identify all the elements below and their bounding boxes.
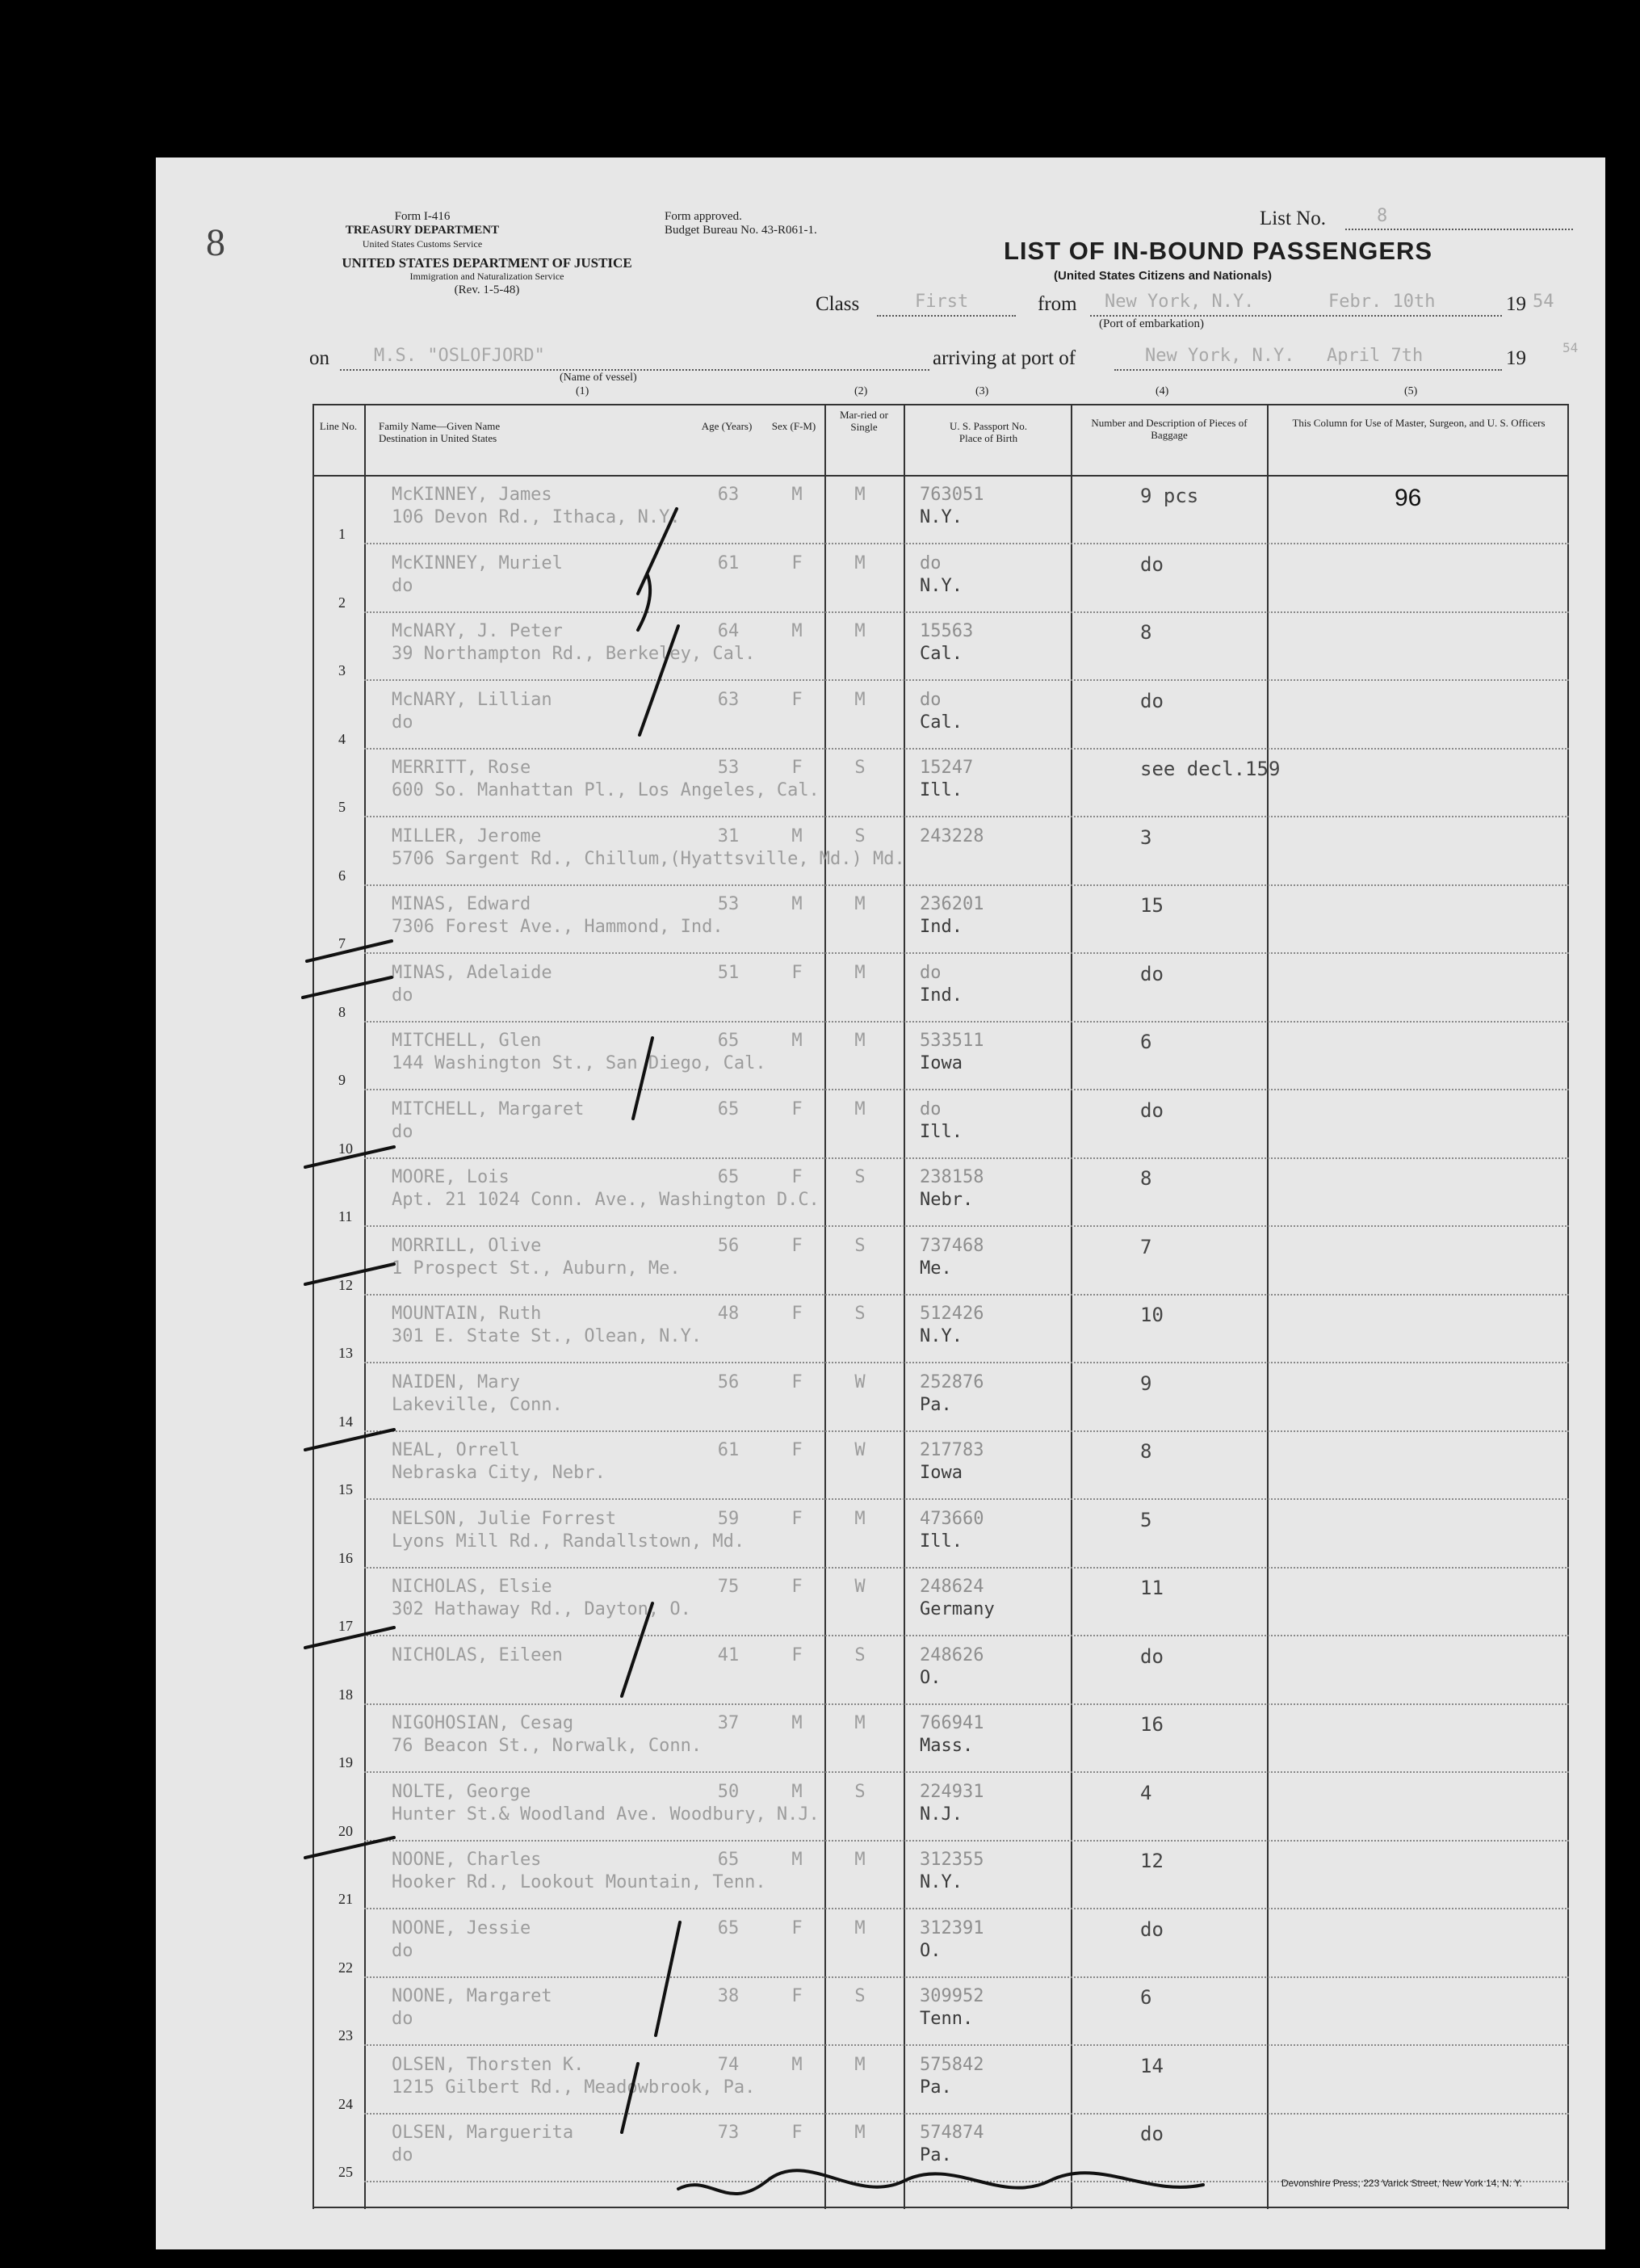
age: 63 [717, 485, 740, 505]
place-of-birth: O. [920, 1667, 942, 1688]
place-of-birth: Mass. [920, 1736, 974, 1756]
destination: 7306 Forest Ave., Hammond, Ind. [392, 917, 724, 937]
sex: M [791, 621, 803, 641]
marital-status: S [854, 825, 866, 846]
line-number: 14 [338, 1413, 353, 1430]
check-mark [633, 1038, 652, 1119]
marital-status: M [854, 894, 866, 914]
baggage: 9 [1140, 1371, 1152, 1395]
destination: do [392, 712, 413, 733]
line-number: 3 [338, 662, 346, 678]
baggage: do [1140, 2123, 1164, 2145]
passport-number: 15247 [920, 758, 974, 778]
destination: Lyons Mill Rd., Randallstown, Md. [392, 1531, 745, 1552]
passport-number: 236201 [920, 894, 984, 914]
check-mark [305, 1264, 394, 1284]
header-passport-text: U. S. Passport No. [949, 420, 1028, 432]
check-mark [640, 626, 678, 735]
sex: F [791, 1508, 803, 1529]
passenger-name: MINAS, Adelaide [392, 962, 552, 983]
from-label: from [1038, 293, 1077, 315]
age: 53 [717, 758, 740, 778]
check-mark [638, 509, 677, 594]
marital-status: M [854, 1098, 866, 1119]
destination: do [392, 985, 413, 1006]
check-mark [305, 1838, 394, 1858]
col-num-4: (4) [1156, 385, 1169, 397]
baggage: 8 [1140, 621, 1152, 644]
baggage: do [1140, 1098, 1164, 1122]
line-number: 25 [338, 2164, 353, 2180]
place-of-birth: N.Y. [920, 1326, 963, 1346]
sex: F [791, 1098, 803, 1119]
passenger-name: NICHOLAS, Eileen [392, 1644, 563, 1665]
sex: F [791, 1986, 803, 2006]
marital-status: S [854, 758, 866, 778]
passport-number: 217783 [920, 1440, 984, 1460]
place-of-birth: Nebr. [920, 1190, 974, 1210]
destination: 76 Beacon St., Norwalk, Conn. [392, 1736, 703, 1756]
marital-status: M [854, 621, 866, 641]
line-number: 11 [338, 1208, 353, 1224]
line-number: 19 [338, 1754, 353, 1770]
baggage: do [1140, 962, 1164, 985]
marital-status: M [854, 689, 866, 710]
baggage: 12 [1140, 1850, 1164, 1872]
header-birthplace-text: Place of Birth [958, 432, 1018, 444]
vessel-caption: (Name of vessel) [560, 372, 637, 384]
line-number: 23 [338, 2027, 353, 2043]
line-number: 18 [338, 1686, 353, 1703]
place-of-birth: Iowa [920, 1463, 963, 1483]
age: 37 [717, 1713, 740, 1733]
passenger-name: McKINNEY, James [392, 485, 552, 505]
destination: do [392, 1940, 413, 1961]
marital-status: M [854, 1508, 866, 1529]
age: 41 [717, 1644, 740, 1665]
line-number: 21 [338, 1891, 353, 1907]
destination: 1 Prospect St., Auburn, Me. [392, 1258, 681, 1279]
passenger-name: NEAL, Orrell [392, 1440, 520, 1460]
class-value: First [915, 292, 969, 312]
header-officers: This Column for Use of Master, Surgeon, and U. S. Officers [1292, 417, 1546, 429]
check-mark [622, 2064, 638, 2132]
passenger-name: NICHOLAS, Elsie [392, 1577, 552, 1597]
age: 65 [717, 1167, 740, 1187]
sex: F [791, 1167, 803, 1187]
age: 64 [717, 621, 740, 641]
sex: F [791, 552, 803, 573]
age: 56 [717, 1371, 740, 1392]
passport-number: do [920, 962, 942, 983]
age: 65 [717, 1098, 740, 1119]
sex: M [791, 2054, 803, 2075]
destination: 600 So. Manhattan Pl., Los Angeles, Cal. [392, 780, 820, 800]
sex: M [791, 894, 803, 914]
header-married: Mar-ried or Single [839, 409, 889, 433]
place-of-birth: Germany [920, 1599, 995, 1619]
margin-mark: 8 [206, 221, 225, 264]
passport-number: do [920, 552, 942, 573]
passport-number: 248624 [920, 1577, 984, 1597]
marital-status: S [854, 1304, 866, 1324]
marital-status: S [854, 1781, 866, 1802]
header-age: Age (Years) [701, 420, 753, 432]
passenger-name: OLSEN, Thorsten K. [392, 2054, 585, 2075]
passport-number: 574874 [920, 2123, 984, 2143]
sex: F [791, 962, 803, 983]
baggage: 4 [1140, 1781, 1152, 1804]
header-baggage: Number and Description of Pieces of Baggage [1091, 417, 1248, 441]
arrival-date: April 7th [1327, 346, 1424, 366]
place-of-birth: Ind. [920, 917, 963, 937]
header-sex: Sex (F-M) [771, 420, 816, 432]
passport-number: do [920, 1098, 942, 1119]
line-number: 9 [338, 1072, 346, 1088]
passport-number: 766941 [920, 1713, 984, 1733]
line-number: 2 [338, 594, 346, 611]
baggage: 7 [1140, 1235, 1152, 1258]
vessel-value: M.S. "OSLOFJORD" [374, 346, 545, 366]
line-number: 20 [338, 1822, 353, 1839]
on-label: on [309, 347, 329, 369]
place-of-birth: Iowa [920, 1053, 963, 1073]
page-subtitle: (United States Citizens and Nationals) [1054, 269, 1273, 283]
place-of-birth: O. [920, 1940, 942, 1961]
destination: Hunter St.& Woodland Ave. Woodbury, N.J. [392, 1804, 820, 1825]
passenger-name: NIGOHOSIAN, Cesag [392, 1713, 574, 1733]
baggage: do [1140, 552, 1164, 576]
check-mark [305, 1628, 394, 1648]
marital-status: M [854, 2123, 866, 2143]
header-line-no: Line No. [319, 420, 358, 432]
passenger-name: MERRITT, Rose [392, 758, 531, 778]
line-number: 6 [338, 867, 346, 884]
passport-number: 312355 [920, 1850, 984, 1870]
age: 65 [717, 1917, 740, 1938]
marital-status: M [854, 1713, 866, 1733]
from-value: New York, N.Y. [1105, 292, 1255, 312]
officer-note: 96 [1395, 485, 1422, 511]
baggage: 8 [1140, 1167, 1152, 1190]
place-of-birth: N.J. [920, 1804, 963, 1825]
age: 59 [717, 1508, 740, 1529]
passport-number: do [920, 689, 942, 710]
baggage: 5 [1140, 1508, 1152, 1531]
arrival-port: New York, N.Y. [1145, 346, 1295, 366]
line-number: 17 [338, 1618, 353, 1634]
place-of-birth: Pa. [920, 2077, 952, 2098]
passenger-name: NAIDEN, Mary [392, 1371, 520, 1392]
passport-number: 512426 [920, 1304, 984, 1324]
sex: F [791, 1644, 803, 1665]
place-of-birth: Ill. [920, 1121, 963, 1142]
passport-number: 224931 [920, 1781, 984, 1802]
sex: F [791, 1440, 803, 1460]
baggage: 16 [1140, 1713, 1164, 1736]
marital-status: S [854, 1644, 866, 1665]
col-num-5: (5) [1404, 385, 1418, 397]
age: 73 [717, 2123, 740, 2143]
arrival-year-suffix: 54 [1562, 340, 1579, 355]
passenger-name: MORRILL, Olive [392, 1235, 542, 1256]
place-of-birth: Ill. [920, 780, 963, 800]
destination: 301 E. State St., Olean, N.Y. [392, 1326, 703, 1346]
line-number: 5 [338, 799, 346, 815]
age: 75 [717, 1577, 740, 1597]
sex: F [791, 1304, 803, 1324]
passenger-name: McNARY, Lillian [392, 689, 552, 710]
passenger-name: McKINNEY, Muriel [392, 552, 563, 573]
marital-status: M [854, 485, 866, 505]
destination: do [392, 575, 413, 596]
check-mark [305, 1430, 394, 1450]
age: 50 [717, 1781, 740, 1802]
justice-department: UNITED STATES DEPARTMENT OF JUSTICE [342, 255, 632, 271]
marital-status: S [854, 1167, 866, 1187]
place-of-birth: N.Y. [920, 575, 963, 596]
passenger-name: OLSEN, Marguerita [392, 2123, 574, 2143]
header-name-text: Family Name—Given Name [379, 420, 501, 432]
baggage: do [1140, 689, 1164, 712]
sex: F [791, 2123, 803, 2143]
passenger-name: McNARY, J. Peter [392, 621, 563, 641]
place-of-birth: N.Y. [920, 1872, 963, 1892]
age: 65 [717, 1850, 740, 1870]
destination: Apt. 21 1024 Conn. Ave., Washington D.C. [392, 1190, 820, 1210]
marital-status: M [854, 552, 866, 573]
line-number: 12 [338, 1276, 353, 1293]
place-of-birth: N.Y. [920, 507, 963, 527]
passenger-name: NOONE, Jessie [392, 1917, 531, 1938]
col-num-3: (3) [975, 385, 989, 397]
age: 56 [717, 1235, 740, 1256]
passport-number: 248626 [920, 1644, 984, 1665]
passport-number: 15563 [920, 621, 974, 641]
destination: Hooker Rd., Lookout Mountain, Tenn. [392, 1872, 766, 1892]
check-mark [303, 977, 392, 998]
passport-number: 309952 [920, 1986, 984, 2006]
place-of-birth: Me. [920, 1258, 952, 1279]
baggage: 8 [1140, 1440, 1152, 1463]
col-num-1: (1) [576, 385, 589, 397]
marital-status: W [854, 1371, 866, 1392]
baggage: do [1140, 1644, 1164, 1668]
passport-number: 763051 [920, 485, 984, 505]
place-of-birth: Cal. [920, 644, 963, 664]
age: 31 [717, 825, 740, 846]
passport-number: 737468 [920, 1235, 984, 1256]
baggage: see decl.159 [1140, 758, 1281, 780]
class-label: Class [816, 293, 860, 315]
age: 74 [717, 2054, 740, 2075]
check-mark [305, 1147, 394, 1167]
sex: M [791, 825, 803, 846]
destination: 106 Devon Rd., Ithaca, N.Y. [392, 507, 681, 527]
destination: do [392, 1121, 413, 1142]
passenger-name: MINAS, Edward [392, 894, 531, 914]
officer-signature [678, 2170, 1203, 2194]
arrival-year-prefix: 19 [1506, 347, 1526, 369]
check-mark [307, 941, 392, 961]
baggage: do [1140, 1917, 1164, 1941]
year-prefix: 19 [1506, 293, 1526, 315]
sex: F [791, 1235, 803, 1256]
destination: 5706 Sargent Rd., Chillum,(Hyattsville, Md.) Md. [392, 848, 905, 869]
ins-service: Immigration and Naturalization Service [409, 271, 564, 282]
destination: 302 Hathaway Rd., Dayton, O. [392, 1599, 691, 1619]
sex: F [791, 689, 803, 710]
baggage: 6 [1140, 1986, 1152, 2009]
passport-number: 252876 [920, 1371, 984, 1392]
sex: F [791, 1371, 803, 1392]
passenger-name: NOLTE, George [392, 1781, 531, 1802]
place-of-birth: Tenn. [920, 2009, 974, 2029]
passport-number: 238158 [920, 1167, 984, 1187]
passenger-name: MITCHELL, Glen [392, 1031, 542, 1051]
budget-number: Budget Bureau No. 43-R061-1. [665, 224, 817, 237]
sex: F [791, 1577, 803, 1597]
sex: M [791, 1031, 803, 1051]
marital-status: W [854, 1577, 866, 1597]
passenger-name: MOORE, Lois [392, 1167, 510, 1187]
sex: M [791, 1713, 803, 1733]
year-suffix: 54 [1533, 292, 1554, 312]
passport-number: 243228 [920, 825, 984, 846]
destination: 39 Northampton Rd., Berkeley, Cal. [392, 644, 756, 664]
line-number: 15 [338, 1481, 353, 1497]
marital-status: S [854, 1986, 866, 2006]
destination: Lakeville, Conn. [392, 1394, 563, 1415]
form-number: Form I-416 [394, 210, 451, 223]
baggage: 14 [1140, 2054, 1164, 2077]
destination: 144 Washington St., San Diego, Cal. [392, 1053, 766, 1073]
place-of-birth: Pa. [920, 2145, 952, 2165]
marital-status: S [854, 1235, 866, 1256]
passenger-name: NOONE, Margaret [392, 1986, 552, 2006]
age: 63 [717, 689, 740, 710]
place-of-birth: Ill. [920, 1531, 963, 1552]
line-number: 8 [338, 1003, 346, 1020]
sex: F [791, 758, 803, 778]
marital-status: M [854, 962, 866, 983]
treasury-department: TREASURY DEPARTMENT [345, 224, 500, 237]
printer-imprint: Devonshire Press, 223 Varick Street, New York 14, N. Y. [1281, 2178, 1522, 2189]
line-number: 10 [338, 1140, 353, 1157]
age: 61 [717, 552, 740, 573]
place-of-birth: Cal. [920, 712, 963, 733]
age: 53 [717, 894, 740, 914]
line-number: 4 [338, 730, 346, 747]
departure-date: Febr. 10th [1328, 292, 1436, 312]
sex: M [791, 1850, 803, 1870]
place-of-birth: Ind. [920, 985, 963, 1006]
line-number: 7 [338, 935, 346, 951]
passport-number: 575842 [920, 2054, 984, 2075]
baggage: 11 [1140, 1577, 1164, 1599]
sex: M [791, 1781, 803, 1802]
list-no-value: 8 [1377, 206, 1388, 226]
destination: do [392, 2145, 413, 2165]
baggage: 3 [1140, 825, 1152, 849]
destination: Nebraska City, Nebr. [392, 1463, 606, 1483]
marital-status: M [854, 1850, 866, 1870]
passport-number: 312391 [920, 1917, 984, 1938]
marital-status: M [854, 1031, 866, 1051]
line-number: 24 [338, 2095, 353, 2112]
age: 51 [717, 962, 740, 983]
col-num-2: (2) [854, 385, 868, 397]
line-number: 13 [338, 1345, 353, 1361]
passenger-name: NELSON, Julie Forrest [392, 1508, 617, 1529]
line-number: 22 [338, 1959, 353, 1976]
passenger-name: MOUNTAIN, Ruth [392, 1304, 542, 1324]
marital-status: M [854, 1917, 866, 1938]
baggage: 10 [1140, 1304, 1164, 1326]
port-caption: (Port of embarkation) [1099, 317, 1204, 330]
revision: (Rev. 1-5-48) [454, 284, 520, 296]
passenger-name: NOONE, Charles [392, 1850, 542, 1870]
marital-status: M [854, 2054, 866, 2075]
line-number: 1 [338, 526, 346, 542]
line-number: 16 [338, 1549, 353, 1566]
page-title: LIST OF IN-BOUND PASSENGERS [1004, 237, 1433, 265]
passenger-name: MILLER, Jerome [392, 825, 542, 846]
sex: F [791, 1917, 803, 1938]
place-of-birth: Pa. [920, 1394, 952, 1415]
list-no-label: List No. [1260, 208, 1326, 229]
baggage: 6 [1140, 1031, 1152, 1053]
arriving-label: arriving at port of [933, 347, 1076, 369]
destination: 1215 Gilbert Rd., Meadowbrook, Pa. [392, 2077, 756, 2098]
customs-service: United States Customs Service [362, 238, 483, 250]
baggage: 9 pcs [1140, 485, 1199, 507]
age: 48 [717, 1304, 740, 1324]
age: 61 [717, 1440, 740, 1460]
passenger-name: MITCHELL, Margaret [392, 1098, 585, 1119]
age: 38 [717, 1986, 740, 2006]
form-approved: Form approved. [665, 210, 742, 223]
baggage: 15 [1140, 894, 1164, 917]
passport-number: 533511 [920, 1031, 984, 1051]
check-mark [656, 1922, 680, 2035]
marital-status: W [854, 1440, 866, 1460]
header-destination-text: Destination in United States [379, 432, 497, 444]
passport-number: 473660 [920, 1508, 984, 1529]
age: 65 [717, 1031, 740, 1051]
sex: M [791, 485, 803, 505]
destination: do [392, 2009, 413, 2029]
check-mark [622, 1603, 652, 1696]
